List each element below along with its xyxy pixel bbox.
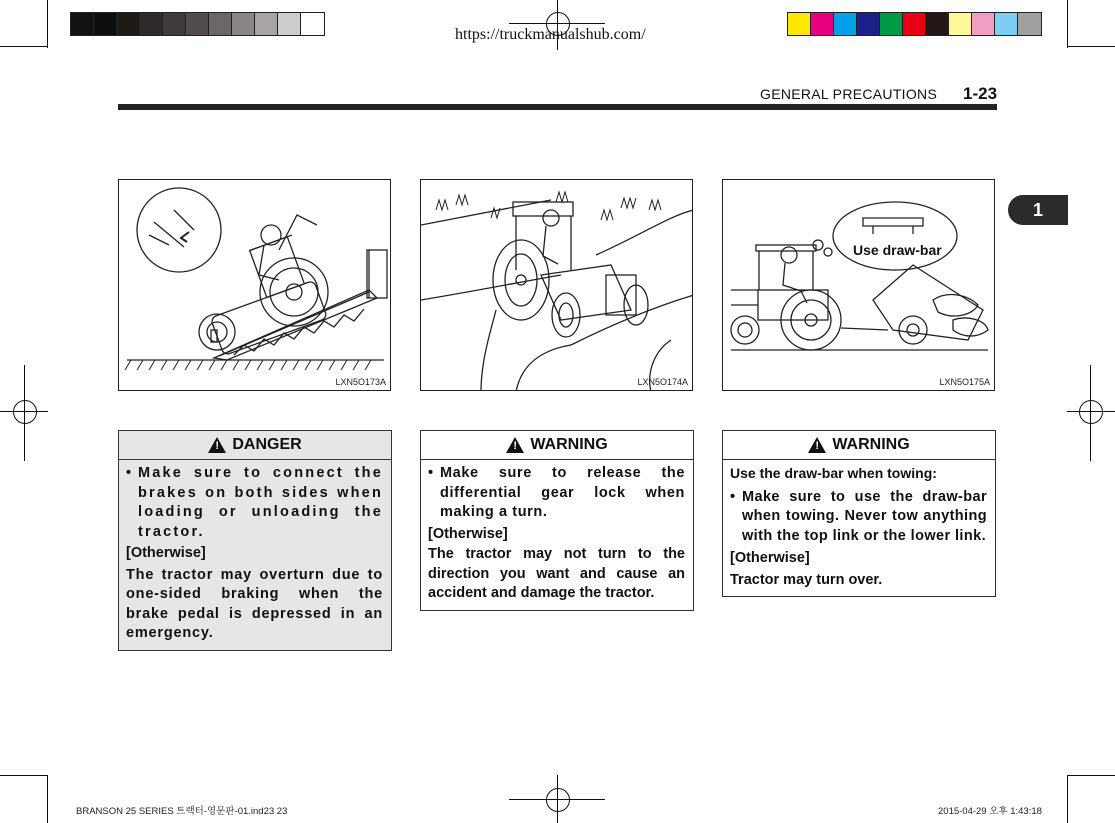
warning-bullet: • Make sure to release the differential gear lock when making a turn. [428,464,685,523]
color-bar [787,12,1042,36]
figure-loading-ramp [118,179,391,391]
gray-swatch [255,13,278,35]
warning-consequence: The tractor may not turn to the direction you want and cause an accident and damage the tractor. [428,546,685,601]
warning-box-draw-bar [722,430,996,597]
color-swatch [1018,13,1041,35]
color-swatch [949,13,972,35]
figure-id: LXN5O174A [637,377,688,387]
warning-triangle-icon: ! [808,437,826,453]
gray-swatch [140,13,163,35]
danger-box [118,430,392,651]
otherwise-label: [Otherwise] [428,525,508,542]
figure-draw-bar-towing [722,179,995,391]
gray-swatch [117,13,140,35]
draw-bar-callout: Use draw-bar [853,242,942,258]
warning-header [723,431,995,460]
crop-mark [1067,46,1115,47]
warning-box-diff-lock [420,430,694,611]
gray-swatch [94,13,117,35]
header-rule [118,104,997,110]
otherwise-label: [Otherwise] [730,550,810,566]
warning-triangle-icon: ! [208,437,226,453]
gray-swatch [209,13,232,35]
danger-header [119,431,391,460]
warning-bullet-text: Make sure to release the differential gear lock when making a turn. [440,465,685,520]
warning-bullet-text: Make sure to use the draw-bar when towing. Never tow anything with the top link or the lower link. [742,488,987,544]
color-swatch [880,13,903,35]
crop-mark [1067,775,1115,776]
color-swatch [834,13,857,35]
crop-mark [0,46,48,47]
gray-swatch [186,13,209,35]
registration-circle [546,788,570,812]
crop-mark [47,0,48,48]
color-swatch [995,13,1018,35]
warning-bullet: • Make sure to use the draw-bar when towing. Never tow anything with the top link or the lower link. [730,488,987,547]
source-url[interactable]: https://truckmanualshub.com/ [455,26,646,43]
section-title: GENERAL PRECAUTIONS [760,86,938,102]
danger-bullet-text: Make sure to connect the brakes on both sides when loading or unloading the tractor. [138,465,383,540]
gray-swatch [232,13,255,35]
danger-bullet: • Make sure to connect the brakes on both sides when loading or unloading the tractor. [126,464,383,542]
color-swatch [926,13,949,35]
warning-header [421,431,693,460]
tractor-ramp-illustration [119,180,391,391]
tractor-turning-illustration [421,180,693,391]
footer-timestamp: 2015-04-29 오후 1:43:18 [938,806,1042,817]
crop-mark [1067,775,1068,823]
warning-title: WARNING [530,436,608,453]
color-swatch [903,13,926,35]
gray-swatch [278,13,301,35]
color-swatch [811,13,834,35]
crop-mark [1067,0,1068,48]
warning-title: WARNING [832,436,910,453]
gray-swatch [71,13,94,35]
tractor-towing-illustration [723,180,995,391]
warning-intro: Use the draw-bar when towing: [730,465,937,481]
footer-file-info: BRANSON 25 SERIES 트랙터-영문판-01.ind23 23 [76,806,288,817]
figure-id: LXN5O173A [335,377,386,387]
warning-triangle-icon: ! [506,437,524,453]
chapter-tab: 1 [1008,195,1068,225]
warning-consequence: Tractor may turn over. [730,571,883,588]
crop-mark [47,775,48,823]
otherwise-label: [Otherwise] [126,545,206,561]
registration-circle [1079,400,1103,424]
registration-circle [13,400,37,424]
crop-mark [0,775,48,776]
grayscale-bar [70,12,325,36]
color-swatch [972,13,995,35]
danger-title: DANGER [232,436,302,453]
danger-consequence: The tractor may overturn due to one-sided braking when the brake pedal is depressed in an emergency. [126,566,383,641]
color-swatch [857,13,880,35]
page-number: 1-23 [963,84,998,103]
figure-id: LXN5O175A [939,377,990,387]
gray-swatch [301,13,324,35]
figure-diff-lock-turn [420,179,693,391]
gray-swatch [163,13,186,35]
color-swatch [788,13,811,35]
